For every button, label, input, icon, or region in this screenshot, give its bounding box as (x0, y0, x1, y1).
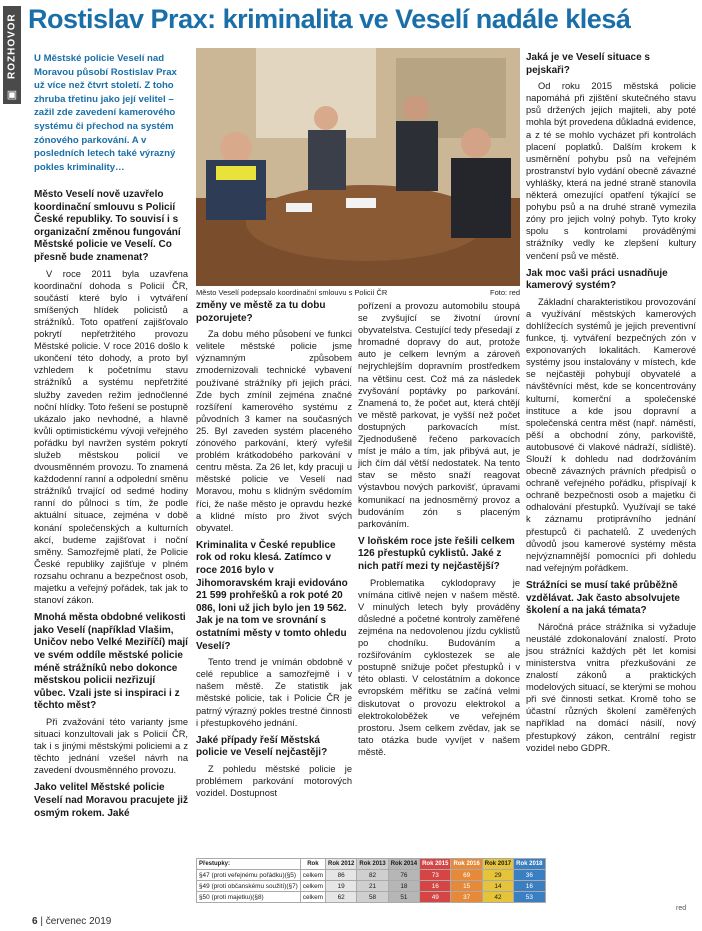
section-label: ROZHOVOR (3, 6, 21, 86)
answer-2: Při zvažování této varianty jsme situaci konzultovali jak s Policií ČR, tak i s jinými městskými policiemi a z těchto jednání vzešel návrh na zavedení dvousměnného provozu. (34, 716, 188, 776)
cell-value: 19 (326, 881, 357, 892)
answer-6: Problematika cyklodopravy je vnímána citlivě nejen v našem městě. V minulých letech byly prováděny důsledné a početné kontroly zaměřené zejména na nedovolenou jízdu cyklistů po chodníku. Budováním a rozšiřováním cyklostezek se ale postupně snižuje počet přestupků i v této oblasti. V celostátním a dokonce evropském měřítku se začíná velmi diskutovat o provozu elektrokol a elektrokoloběžek ve veřejném prostoru. Jsem celkem zvědav, jak se tato otázka bude vyvíjet v našem městě. (358, 577, 520, 757)
year-header: Rok 2012 (326, 859, 357, 870)
table-header-label: Přestupky: (197, 859, 301, 870)
cell-value: 36 (514, 870, 545, 881)
section-tab (0, 0, 24, 931)
footer-separator: | (40, 916, 46, 927)
offense-stats-table (196, 858, 543, 920)
cell-value: 76 (388, 870, 419, 881)
cell-value: 82 (357, 870, 388, 881)
caption-text: Město Veselí podepsalo koordinační smlouvu s Policií ČR (196, 288, 388, 297)
lead-paragraph: U Městské policie Veselí nad Moravou působí Rostislav Prax už více než čtvrt století. Z toho zhruba třetinu jako její velitel – zažil zde zavedení kamerového systému či přechod na systém zónového parkování. A v posledních letech také výrazný pokles kriminality… (34, 53, 177, 173)
question-8: Jak moc vaši práci usnadňuje kamerový systém? (526, 267, 668, 292)
answer-7: Od roku 2015 městská policie napomáhá při zjištění skutečného stavu psů držených jejich majiteli, aby poté mohla být provedena důkladná evidence, a z té se mohlo vycházet při kontrolách placení poplatků. Dalším krokem k usměrnění pohybu psů na veřejném prostranství bylo vydání obecně závazné vyhlášky, která na jedné straně stanovila některá omezující opatření týkající se pohybu psů a na druhé straně vymezila zóny pro jejich volný pohyb. Tyto kroky spolu s kontrolami prováděnými strážníky vedly ke zlepšení kultury venčení psů ve městě. (526, 81, 696, 261)
article-photo (196, 48, 520, 286)
year-header: Rok 2017 (482, 859, 513, 870)
year-header: Rok 2018 (514, 859, 545, 870)
year-header: Rok 2013 (357, 859, 388, 870)
question-7: Jaká je ve Veselí situace s pejskaři? (526, 52, 650, 76)
question-4: Kriminalita v České republice rok od roku klesá. Zatímco v roce 2016 bylo v Jihomoravském kraji evidováno 21 599 prohřešků a rok poté 20 086, loni už jich bylo jen 19 562. Jak je na tom ve srovnání s ostatními městy v tomto ohledu Veselí? (196, 539, 348, 652)
row-label: §50 (proti majetku)(§8) (197, 892, 301, 903)
photo-caption (196, 288, 520, 297)
year-header: Rok 2016 (451, 859, 482, 870)
cell-value: 16 (514, 881, 545, 892)
row-unit: celkem (300, 870, 325, 881)
row-unit: celkem (300, 892, 325, 903)
answer-9: Náročná práce strážníka si vyžaduje neustálé zdokonalování znalostí. Proto jsou strážníci každých pět let komisi ministerstva vnitra přezkušováni ze znalostí zákonů a praktických modelových situací, se kterými se mohou při své činnosti setkat. Kromě toho se účastní různých školení zaměřených například na domácí násilí, nový přestupkový zákon, centrální registr vozidel nebo GDPR. (526, 621, 696, 753)
question-5: Jaké případy řeší Městská policie ve Veselí nejčastěji? (196, 734, 328, 759)
column-3 (358, 300, 520, 758)
cell-value: 51 (388, 892, 419, 903)
row-unit: celkem (300, 881, 325, 892)
table-header-rok: Rok (300, 859, 325, 870)
year-header: Rok 2014 (388, 859, 419, 870)
author-signature: red (676, 905, 687, 912)
answer-8: Základní charakteristikou provozování a využívání městských kamerových dohlížecích systémů je jejich preventivní funkce, tj. vytváření bezpečných zón v exponovaných lokalitách. Kamerové systémy jsou instalovány v místech, kde se nejčastěji pohybují obyvatelé a návštěvníci měst, kde se koncentrovány kulturní, komerční a společenské instituce a kde jsou dopravní a společenská centra měst (např. náměstí, pěší a obchodní zóny, parkoviště, autobusové či vlakové nádraží, sídliště). Slouží k dohledu nad dodržováním obecně závazných právních předpisů o ochraně veřejného pořádku, přispívají k ochraně bezpečnosti osob a majetku či odhalování přestupků. Využívají se také k záznamu protiprávního jednání přestupců či pachatelů. Z uvedených důvodů jsou kamerové systémy města nejvýznamnější pomocníci při dohledu nad veřejným pořádkem. (526, 296, 696, 573)
headline: Rostislav Prax: kriminalita ve Veselí nadále klesá (28, 4, 631, 34)
column-2 (196, 300, 352, 799)
row-label: §47 (proti veřejnému pořádku)(§5) (197, 870, 301, 881)
cell-value: 86 (326, 870, 357, 881)
answer-1: V roce 2011 byla uzavřena koordinační dohoda s Policií ČR, součástí které bylo i vytváření smíšených hlídek policistů a strážníků. Toto opatření zajišťovalo pokrytí nepřetržitého provozu Městské policie. V roce 2016 došlo k ukončení této dohody, a proto byl vzhledem k početnímu stavu strážníků a systému nepřetržité služby zaveden režim jednočlenné noční hlídky. Toto řešení se postupně ukázalo jako nevhodné, a hlavně kvůli optimistickému vývoji veřejného pořádku byl navržen systém pokrytí služeb městskou policií ve dvousměnném provozu. To znamená každodenní ranní a odpolední směnu strážníků trvající od sedmé hodiny ranní do půlnoci s tím, že podle aktuální situace, zejména v době konání společenských a kulturních akcí, budeme zajišťovat i noční směny. Samozřejmě platí, že Policie České republiky zajišťuje v plném rozsahu ochranu a bezpečnost osob, majetku a veřejný pořádek, tak jak to stanoví zákon. (34, 268, 188, 606)
question-6: V loňském roce jste řešili celkem 126 přestupků cyklistů. Jaké z nich patří mezi ty nejčastější? (358, 535, 515, 572)
question-3-continued: změny ve městě za tu dobu pozorujete? (196, 300, 326, 324)
caption-credit: Foto: red (489, 288, 520, 297)
answer-4: Tento trend je vnímán obdobně v celé republice a samozřejmě i v našem městě. Ze statistik jak městské policie, tak i Policie ČR je patrný výrazný pokles trestné činnosti i přestupkového jednání. (196, 657, 352, 728)
row-label: §49 (proti občanskému soužití)(§7) (197, 881, 301, 892)
issue-date: červenec 2019 (45, 916, 112, 927)
cell-value: 14 (482, 881, 513, 892)
column-4 (526, 52, 696, 754)
cell-value: 69 (451, 870, 482, 881)
answer-3: Za dobu mého působení ve funkci velitele městské policie jsme významným způsobem zmodernizovali technické vybavení používané strážníky při jejich práci. Zde bych zmínil zejména značné rozšíření kamerového systému z původních 3 kamer na současných 25. Byl zaveden systém placeného zónového parkování, který vyřešil problém krátkodobého parkování v centru města. Za 26 let, kdy pracuji u městské policie ve Veselí nad Moravou, mohu s klidným svědomím říci, že naše město je opravdu hezké a klidné místo pro život svých obyvatel. (196, 329, 352, 533)
question-1: Město Veselí nově uzavřelo koordinační smlouvu s Policií České republiky. To souvisí i s organizační změnou fungování Městské policie ve Veselí. Co přesně bude znamenat? (34, 189, 181, 263)
table-row (197, 881, 546, 892)
question-9: Strážníci se musí také průběžně vzdělávat. Jak často absolvujete školení a na jaká témata? (526, 579, 680, 617)
cell-value: 29 (482, 870, 513, 881)
cell-value: 16 (420, 881, 451, 892)
page-footer (32, 916, 111, 927)
question-2: Mnohá města obdobné velikosti jako Veselí (například Vlašim, Uničov nebo Velké Meziříčí) mají ve svém oddíle městské policie méně strážníků nebo dokonce městskou policii nezřizují vůbec. Vzali jste si inspiraci i z těchto měst? (34, 612, 188, 712)
cell-value: 58 (357, 892, 388, 903)
cell-value: 42 (482, 892, 513, 903)
interview-icon: ▣ (3, 86, 21, 104)
column-1 (34, 183, 188, 823)
table-row (197, 870, 546, 881)
cell-value: 21 (357, 881, 388, 892)
year-header: Rok 2015 (420, 859, 451, 870)
cell-value: 62 (326, 892, 357, 903)
cell-value: 53 (514, 892, 545, 903)
cell-value: 73 (420, 870, 451, 881)
table-row (197, 892, 546, 903)
answer-5-continued: pořízení a provozu automobilu stoupá se zvyšující se životní úrovní obyvatelstva. Cestující tedy přesedají z hromadné dopravy do aut, protože auto je celkem levným a zároveň nejrychlejším dopravním prostředkem na většinu cest. Což má za následek zvyšování poptávky po parkování. Znamená to, že počet aut, která chtějí ve městě parkovat, je vyšší než počet dostupných parkovacích míst. Zjednodušeně řečeno parkovacích míst je málo a tím, jak přibývá aut, je jich čím dál větší nedostatek. Na tento stav se město snaží reagovat výstavbou nových parkovišť, úpravami komunikací na jednosměrný provoz a budováním zón s placeným parkováním. (358, 301, 520, 529)
question-3: Jako velitel Městské policie Veselí nad Moravou pracujete již osmým rokem. Jaké (34, 782, 188, 819)
cell-value: 49 (420, 892, 451, 903)
cell-value: 37 (451, 892, 482, 903)
page-number: 6 (32, 916, 38, 927)
answer-5: Z pohledu městské policie je problémem parkování motorových vozidel. Dostupnost (196, 763, 352, 799)
cell-value: 15 (451, 881, 482, 892)
cell-value: 18 (388, 881, 419, 892)
